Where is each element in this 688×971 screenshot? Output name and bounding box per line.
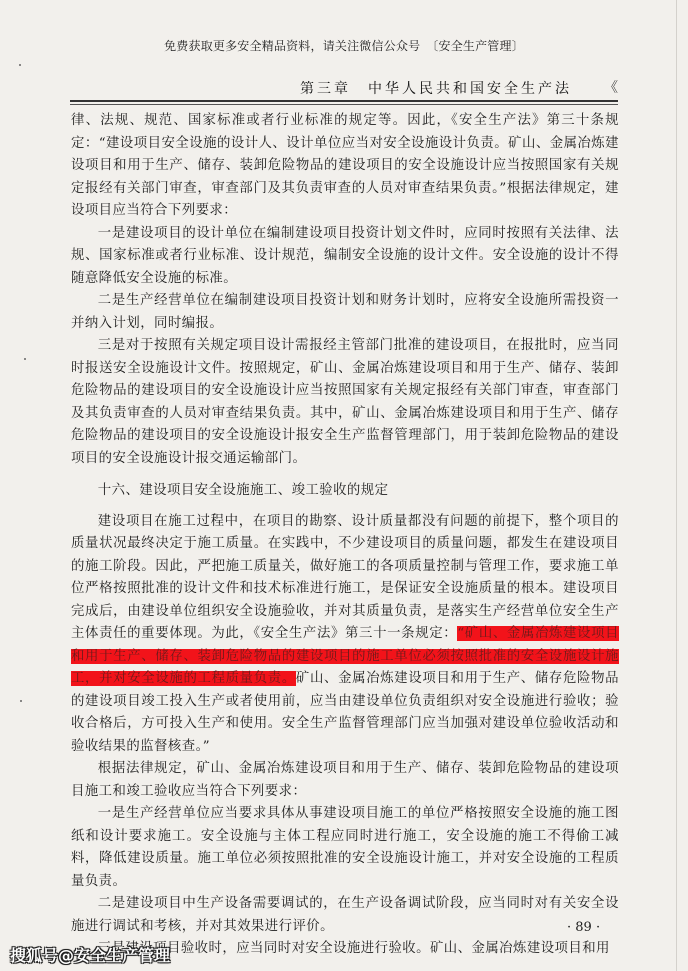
highlighted-quote: “矿山、金属冶炼建设项目和用于生产、储存、装卸危险物品的建设项目的施工单位必须按照批准的安全设施设计施工，并对安全设施的工程质量负责。 <box>71 626 620 686</box>
header-rule-thick <box>70 100 618 102</box>
page-number: · 89 · <box>567 920 601 935</box>
header-chevron-icon: 《 <box>604 80 618 96</box>
header-rule-thin <box>70 104 618 105</box>
footer-watermark: 搜狐号@安全生产管理 <box>10 946 171 965</box>
scan-speck <box>20 700 22 702</box>
scan-speck <box>19 64 21 66</box>
scan-speck <box>24 358 26 360</box>
top-notice-account: 〔安全生产管理〕 <box>426 39 524 53</box>
paragraph-7: 一是生产经营单位应当要求具体从事建设项目施工的单位严格按照安全设施的施工图纸和设计要求施工。安全设施与主体工程应同时进行施工，安全设施的施工不得偷工减料，降低建设质量。施工单位必须按照批准的安全设施设计施工，并对安全设施的工程质量负责。 <box>71 806 619 889</box>
chapter-header: 第三章 中华人民共和国安全生产法 <box>300 81 572 97</box>
paragraph-4: 三是对于按照有关规定项目设计需报经主管部门批准的建设项目，在报批时，应当同时报送安全设施设计文件。按照规定，矿山、金属冶炼建设项目和用于生产、储存、装卸危险物品的建设项目的安全设施设计应当按照国家有关规定报经有关部门审查，审查部门及其负责审查的人员对审查结果负责。其中，矿山、金属冶炼建设项目和用于生产、储存危险物品的建设项目的安全设施设计报安全生产监督管理部门，用于装卸危险物品的建设项目的安全设施设计报交通运输部门。 <box>71 338 619 466</box>
section-title: 十六、建设项目安全设施施工、竣工验收的规定 <box>97 483 389 498</box>
paragraph-3: 二是生产经营单位在编制建设项目投资计划和财务计划时，应将安全设施所需投资一并纳入计划，同时编报。 <box>71 293 619 331</box>
paragraph-5-tail: 矿山、金属冶炼建设项目和用于生产、储存危险物品的建设项目竣工投入生产或者使用前，应当由建设单位负责组织对安全设施进行验收；验收合格后，方可投入生产和使用。安全生产监督管理部门应当加强对建设单位验收活动和验收结果的监督核查。” <box>71 671 619 754</box>
paragraph-6: 根据法律规定，矿山、金属冶炼建设项目和用于生产、储存、装卸危险物品的建设项目施工和竣工验收应当符合下列要求： <box>71 761 619 799</box>
scan-edge-line <box>676 0 677 971</box>
top-notice <box>0 37 688 54</box>
paragraph-9: 三是建设项目验收时，应当同时对安全设施进行验收。矿山、金属冶炼建设项目和用 <box>97 941 610 956</box>
paragraph-5 <box>71 511 619 759</box>
body-text <box>71 110 619 961</box>
paragraph-8: 二是建设项目中生产设备需要调试的，在生产设备调试阶段，应当同时对有关安全设施进行调试和考核，并对其效果进行评价。 <box>71 896 619 934</box>
paragraph-5-lead: 建设项目在施工过程中，在项目的勘察、设计质量都没有问题的前提下，整个项目的质量状况最终决定于施工质量。在实践中，不少建设项目的质量问题，都发生在建设项目的施工阶段。因此，严把施工质量关，做好施工的各项质量控制与管理工作，要求施工单位严格按照批准的设计文件和技术标准进行施工，是保证安全设施质量的根本。建设项目完成后，由建设单位组织安全设施验收，并对其质量负责，是落实生产经营单位安全生产主体责任的重要体现。为此，《安全生产法》第三十一条规定： <box>71 513 619 641</box>
top-notice-text: 免费获取更多安全精品资料，请关注微信公众号 <box>164 39 421 53</box>
paragraph-2: 一是建设项目的设计单位在编制建设项目投资计划文件时，应同时按照有关法律、法规、国家标准或者行业标准、设计规范，编制安全设施的设计文件。安全设施的设计不得随意降低安全设施的标准。 <box>71 225 619 286</box>
paragraph-1: 律、法规、规范、国家标准或者行业标准的规定等。因此，《安全生产法》第三十条规定：“建设项目安全设施的设计人、设计单位应当对安全设施设计负责。矿山、金属冶炼建设项目和用于生产、储存、装卸危险物品的建设项目的安全设施设计应当按照国家有关规定报经有关部门审查，审查部门及其负责审查的人员对审查结果负责。”根据法律规定，建设项目应当符合下列要求： <box>71 113 619 218</box>
